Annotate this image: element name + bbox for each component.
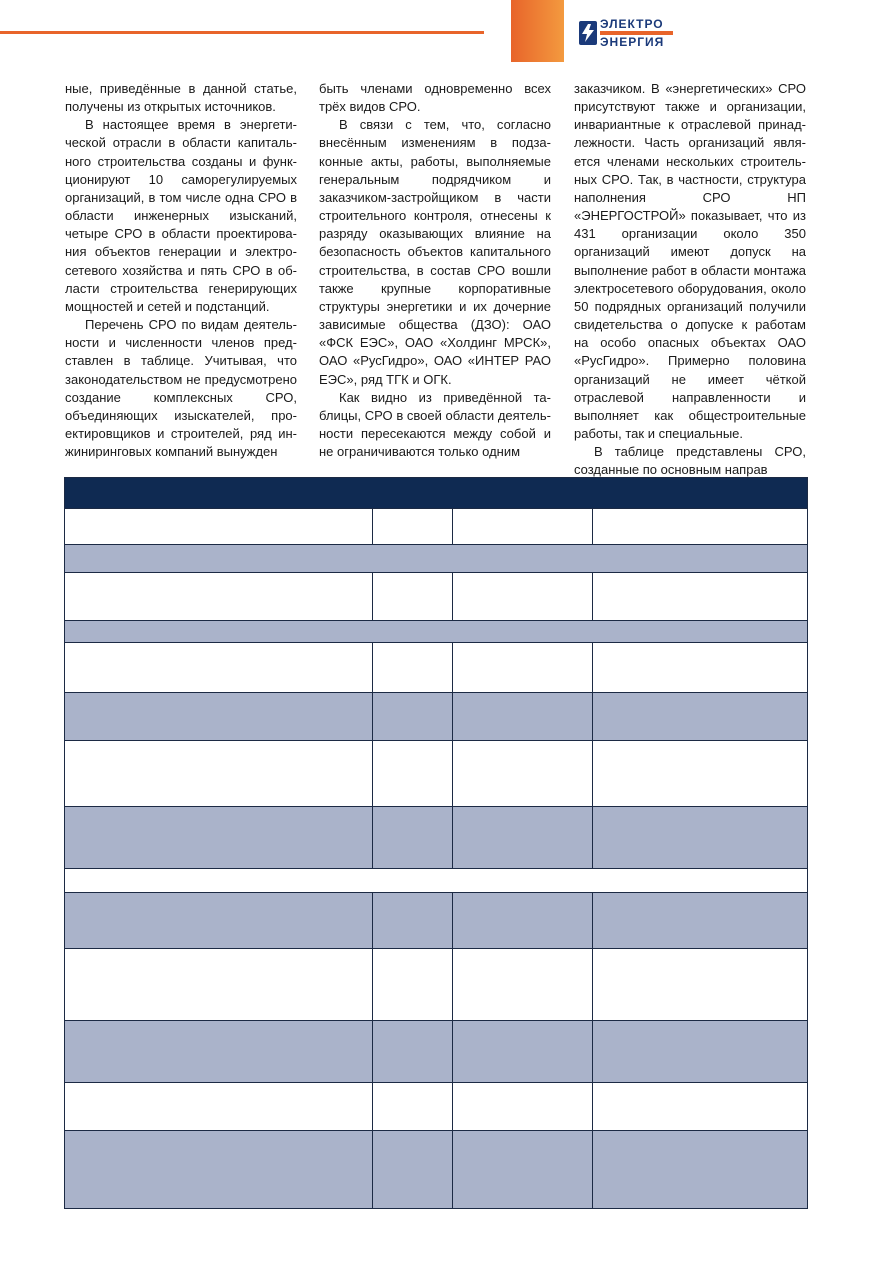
header-accent-block <box>511 0 564 62</box>
paragraph: Как видно из приведённой таблицы, СРО в своей области деятельности пересекаются между собой и не ограничиваются только одним <box>319 389 551 460</box>
table-cell <box>372 643 452 692</box>
sro-table <box>64 477 808 1209</box>
table-cell <box>65 573 372 620</box>
table-cell <box>592 1083 807 1130</box>
table-cell <box>592 509 807 544</box>
table-cell <box>452 949 592 1020</box>
table-row <box>65 892 807 948</box>
table-cell <box>452 1021 592 1082</box>
table-cell <box>452 509 592 544</box>
paragraph: В связи с тем, что, согласно внесённым изменениям в подзаконные акты, работы, выполняемые генеральным подрядчиком и заказчиком-застройщиком в части строительного контроля, отнесены к разряду оказывающих влияние на безопасность объектов капитального строительства, в состав СРО вошли также крупные корпоративные структуры энергетики и их дочерние зависимые общества (ДЗО): ОАО «ФСК ЕЭС», ОАО «Холдинг МРСК», ОАО «РусГидро», ОАО «ИНТЕР РАО ЕЭС», ряд ТГК и ОГК. <box>319 117 551 387</box>
article-column-2 <box>319 80 551 461</box>
paragraph: ные, приведённые в данной статье, получены из открытых источников. <box>65 81 297 115</box>
table-row <box>65 642 807 692</box>
table-cell <box>65 949 372 1020</box>
table-cell <box>592 893 807 948</box>
table-row <box>65 572 807 620</box>
table-cell <box>65 1021 372 1082</box>
table-cell <box>372 1021 452 1082</box>
table-row <box>65 508 807 544</box>
table-cell <box>452 893 592 948</box>
table-cell <box>452 741 592 806</box>
table-cell <box>372 741 452 806</box>
article-column-1 <box>65 80 297 461</box>
table-section-row <box>65 868 807 892</box>
table-cell <box>592 741 807 806</box>
table-row <box>65 1130 807 1208</box>
table-cell <box>65 741 372 806</box>
magazine-logo <box>578 18 678 50</box>
logo-text-bottom: ЭНЕРГИЯ <box>600 35 665 49</box>
table-row <box>65 692 807 740</box>
paragraph: В таблице представлены СРО, созданные по основным направ <box>574 444 806 478</box>
table-cell <box>65 1083 372 1130</box>
table-cell <box>452 643 592 692</box>
table-cell <box>452 807 592 868</box>
table-cell <box>452 1131 592 1208</box>
table-cell <box>65 1131 372 1208</box>
table-cell <box>592 949 807 1020</box>
table-cell <box>372 693 452 740</box>
logo-emblem-icon <box>578 20 598 46</box>
table-section-row <box>65 544 807 572</box>
table-cell <box>372 573 452 620</box>
table-cell <box>372 1083 452 1130</box>
table-section-row <box>65 620 807 642</box>
paragraph: быть членами одновременно всех трёх видов СРО. <box>319 81 551 115</box>
table-cell <box>592 1021 807 1082</box>
table-cell <box>452 1083 592 1130</box>
paragraph: Перечень СРО по видам деятельности и численности членов представлен в таблице. Учитывая, что законодательством не предусмотрено создание комплексных СРО, объединяющих изыскателей, проектировщиков и строителей, ряд инжиниринговых компаний вынужден <box>65 317 297 460</box>
table-row <box>65 740 807 806</box>
table-cell <box>592 1131 807 1208</box>
table-row <box>65 1082 807 1130</box>
table-cell <box>592 573 807 620</box>
table-cell <box>372 807 452 868</box>
table-cell <box>592 643 807 692</box>
table-row <box>65 806 807 868</box>
table-cell <box>452 693 592 740</box>
table-cell <box>372 1131 452 1208</box>
table-cell <box>452 573 592 620</box>
table-header-band <box>65 478 807 508</box>
table-cell <box>65 807 372 868</box>
table-cell <box>65 693 372 740</box>
table-cell <box>372 949 452 1020</box>
header-rule <box>0 31 484 34</box>
paragraph: заказчиком. В «энергетических» СРО присутствуют также и организации, инвариантные к отраслевой принадлежности. Часть организаций является членами нескольких строительных СРО. Так, в частности, структура наполнения СРО НП «ЭНЕРГОСТРОЙ» показывает, что из 431 организации около 350 организаций имеют допуск на выполнение работ в области монтажа электросетевого оборудования, около 50 подрядных организаций получили свидетельства о допуске к работам на особо опасных объектах ОАО «РусГидро». Примерно половина организаций не имеет чёткой отраслевой направленности и выполняет как общестроительные работы, так и специальные. <box>574 81 806 441</box>
logo-text-top: ЭЛЕКТРО <box>600 17 664 31</box>
table-row <box>65 1020 807 1082</box>
table-cell <box>592 693 807 740</box>
table-cell <box>65 509 372 544</box>
table-cell <box>372 893 452 948</box>
table-row <box>65 948 807 1020</box>
table-cell <box>592 807 807 868</box>
paragraph: В настоящее время в энергетической отрасли в области капитального строительства созданы и функционируют 10 саморегулируемых организаций, в том числе одна СРО в области инженерных изысканий, четыре СРО в области проектирования объектов генерации и электросетевого хозяйства и пять СРО в области строительства генерирующих мощностей и сетей и подстанций. <box>65 117 297 314</box>
article-column-3 <box>574 80 806 479</box>
table-cell <box>372 509 452 544</box>
table-cell <box>65 643 372 692</box>
table-cell <box>65 893 372 948</box>
